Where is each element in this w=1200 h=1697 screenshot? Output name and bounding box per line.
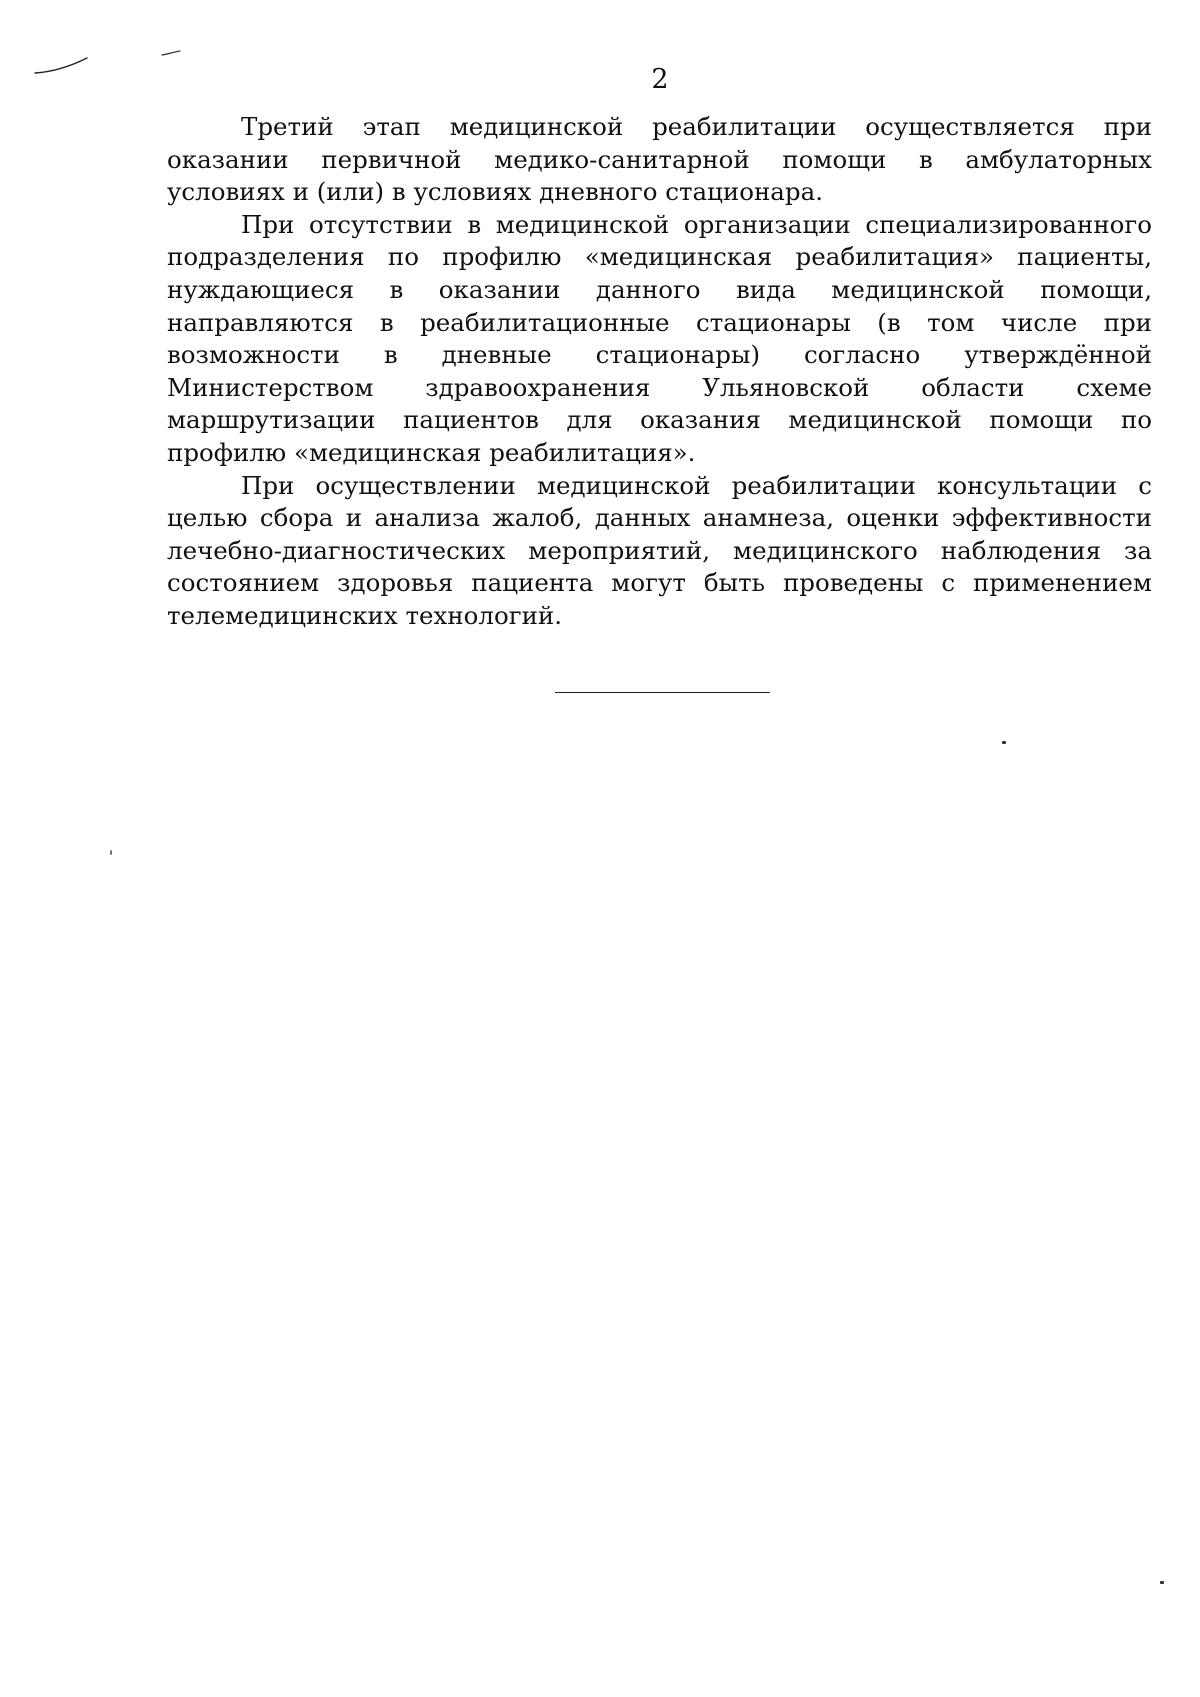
paragraph-routing: При отсутствии в медицинской организации специализированного подразделения по профилю «медицинская реабилитация» пациенты, нуждающиеся в оказании данного вида медицинской помощи, направляются в реабилитационные стационары (в том числе при возможности в дневные стационары) согласно утверждённой Министерством здравоохранения Ульяновской области схеме маршрутизации пациентов для оказания медицинской помощи по профилю «медицинская реабилитация». bbox=[167, 209, 1152, 467]
page-number: 2 bbox=[651, 64, 669, 95]
paragraph-third-stage: Третий этап медицинской реабилитации осуществляется при оказании первичной медико-санитарной помощи в амбулаторных условиях и (или) в условиях дневного стационара. bbox=[167, 112, 1152, 207]
pen-stroke-mark-small bbox=[160, 48, 182, 58]
scan-speck bbox=[1002, 741, 1006, 744]
body-text bbox=[167, 111, 1152, 633]
scan-speck bbox=[1160, 1581, 1164, 1584]
closing-rule bbox=[555, 692, 770, 693]
scan-speck bbox=[110, 850, 112, 855]
paragraph-telemedicine: При осуществлении медицинской реабилитации консультации с целью сбора и анализа жалоб, данных анамнеза, оценки эффективности лечебно-диагностических мероприятий, медицинского наблюдения за состоянием здоровья пациента могут быть проведены с применением телемедицинских технологий. bbox=[167, 470, 1152, 630]
